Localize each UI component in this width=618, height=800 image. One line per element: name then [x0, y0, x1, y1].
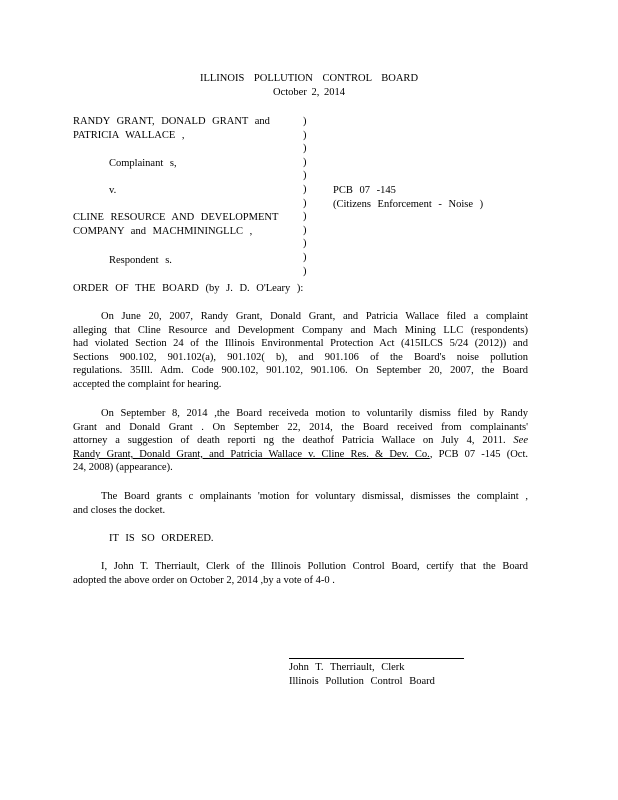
case-type: (Citizens Enforcement - Noise ): [333, 199, 484, 210]
versus-label: v.: [109, 185, 117, 196]
respondents-line-1: CLINE RESOURCE AND DEVELOPMENT: [73, 212, 279, 223]
paragraph-line: adopted the above order on October 2, 2014 ,by a vote of 4-0 .: [73, 574, 335, 586]
complainants-line-1: RANDY GRANT, DONALD GRANT and: [73, 116, 270, 127]
signature-line: [289, 658, 464, 659]
complainants-line-2: PATRICIA WALLACE ,: [73, 130, 185, 141]
paragraph-line: had violated Section 24 of the Illinois Environmental Protection Act (415ILCS 5/24 (2012)) and: [73, 338, 528, 350]
document-header-agency: ILLINOIS POLLUTION CONTROL BOARD: [199, 73, 419, 84]
paragraph-line: On September 8, 2014 ,the Board receiveda motion to voluntarily dismiss filed by Randy: [101, 408, 528, 419]
signatory-title: Illinois Pollution Control Board: [289, 676, 435, 687]
paragraph-line-text: attorney a suggestion of death reporti ng the deathof Patricia Wallace on July 4, 2011.: [73, 435, 506, 447]
paragraph-line: [73, 434, 528, 448]
paragraph-line: [73, 448, 528, 462]
paragraph-dismissal: [73, 490, 528, 517]
certification-paragraph: [73, 560, 528, 587]
paragraph-line: Sections 900.102, 901.102(a), 901.102( b), and 901.106 of the Board's noise pollution: [73, 351, 528, 363]
paragraph-line: 24, 2008) (appearance).: [73, 462, 173, 474]
complainants-label: Complainant s,: [109, 158, 177, 169]
paragraph-line: alleging that Cline Resource and Development Company and Mach Mining LLC (respondents): [73, 324, 528, 336]
caption-paren-column: ) ) ) ) ) ) ) ) ) ) ) ): [303, 116, 307, 277]
paragraph-filing: [73, 310, 528, 392]
respondents-label: Respondent s.: [109, 255, 172, 266]
respondents-line-2: COMPANY and MACHMININGLLC ,: [73, 226, 253, 237]
paragraph-line: and closes the docket.: [73, 504, 166, 516]
case-citation-rest: , PCB 07 -145 (Oct.: [429, 448, 528, 460]
paragraph-line: accepted the complaint for hearing.: [73, 378, 222, 390]
case-number: PCB 07 -145: [333, 185, 396, 196]
paragraph-motion: [73, 407, 528, 475]
see-signal: See: [513, 435, 528, 447]
signatory-name: John T. Therriault, Clerk: [289, 662, 405, 673]
order-heading: ORDER OF THE BOARD (by J. D. O'Leary ):: [73, 283, 304, 294]
case-citation: Randy Grant, Donald Grant, and Patricia Wallace v. Cline Res. & Dev. Co.: [73, 448, 430, 460]
paragraph-line: On June 20, 2007, Randy Grant, Donald Grant, and Patricia Wallace filed a complaint: [101, 311, 528, 322]
paragraph-line: regulations. 35Ill. Adm. Code 900.102, 901.102, 901.106. On September 20, 2007, the Board: [73, 365, 528, 377]
document-header-date: October 2, 2014: [273, 87, 345, 98]
paragraph-line: The Board grants c omplainants 'motion for voluntary dismissal, dismisses the complaint ,: [101, 491, 528, 502]
paragraph-line: I, John T. Therriault, Clerk of the Illinois Pollution Control Board, certify that the Board: [101, 561, 528, 572]
paragraph-line: Grant and Donald Grant . On September 22, 2014, the Board received from complainants': [73, 421, 528, 433]
so-ordered: IT IS SO ORDERED.: [109, 533, 214, 544]
